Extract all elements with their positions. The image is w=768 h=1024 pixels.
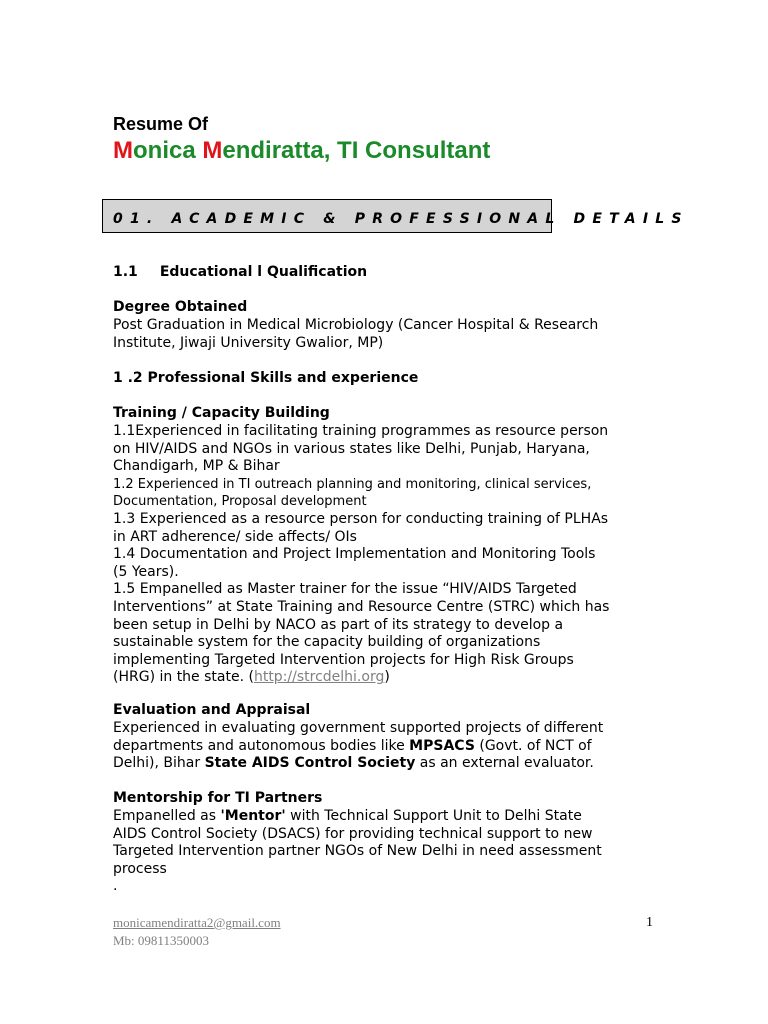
education-number: 1.1	[113, 264, 138, 280]
training-item-1: 1.1Experienced in facilitating training programmes as resource person	[113, 423, 609, 439]
name-initial-2: M	[202, 137, 223, 164]
evaluation-heading: Evaluation and Appraisal	[113, 702, 311, 718]
education-heading	[113, 264, 367, 280]
mentorship-text: Empanelled as 'Mentor' with Technical Support Unit to Delhi State AIDS Control Society (DSACS) for providing technical support to new Targeted Intervention partner NGOs of New Delhi in need assessment process .	[113, 808, 602, 895]
name-initial-1: M	[113, 137, 133, 164]
mentorship-heading: Mentorship for TI Partners	[113, 790, 323, 806]
training-item-3: 1.3 Experienced as a resource person for conducting training of PLHAs	[113, 510, 609, 527]
training-item-2: 1.2 Experienced in TI outreach planning and monitoring, clinical services,	[113, 476, 592, 492]
footer-email[interactable]: monicamendiratta2@gmail.com	[113, 915, 281, 930]
evaluation-text: Experienced in evaluating government supported projects of different departments and autonomous bodies like MPSACS (Govt. of NCT of Delhi), Bihar State AIDS Control Society as an external evaluator.	[113, 720, 604, 772]
page-number: 1	[646, 915, 653, 930]
training-item-4: 1.4 Documentation and Project Implementation and Monitoring Tools	[113, 546, 596, 563]
section-title: 01. ACADEMIC & PROFESSIONAL DETAILS	[113, 211, 689, 227]
candidate-name	[113, 137, 490, 165]
degree-text: Post Graduation in Medical Microbiology (Cancer Hospital & Research Institute, Jiwaji University Gwalior, MP)	[113, 317, 599, 351]
training-heading: Training / Capacity Building	[113, 405, 330, 421]
resume-title: Resume Of	[113, 114, 209, 134]
name-part-1: onica	[133, 137, 203, 164]
strc-link[interactable]: http://strcdelhi.org	[253, 669, 385, 686]
training-item-5: 1.5 Empanelled as Master trainer for the issue “HIV/AIDS Targeted	[113, 581, 577, 598]
training-list: 1.1Experienced in facilitating training programmes as resource person on HIV/AIDS and NGOs in various states like Delhi, Punjab, Haryana, Chandigarh, MP & Bihar 1.2 Experienced in TI outreach planning and monitoring, clinical services, Documentation, Proposal development 1.3 Experienced as a resource person for conducting training of PLHAs in ART adherence/ side affects/ OIs 1.4 Documentation and Project Implementation and Monitoring Tools (5 Years). 1.5 Empanelled as Master trainer for the issue “HIV/AIDS Targeted Interventions” at State Training and Resource Centre (STRC) which has been setup in Delhi by NACO as part of its strategy to develop a sustainable system for the capacity building of organizations implementing Targeted Intervention projects for High Risk Groups (HRG) in the state. (http://strcdelhi.org)	[113, 423, 610, 686]
footer-phone: Mb: 09811350003	[113, 933, 209, 948]
skills-heading: 1 .2 Professional Skills and experience	[113, 370, 419, 386]
name-part-2: endiratta, TI Consultant	[222, 137, 491, 164]
education-heading-text: Educational l Qualification	[159, 264, 368, 280]
degree-label: Degree Obtained	[113, 299, 248, 315]
